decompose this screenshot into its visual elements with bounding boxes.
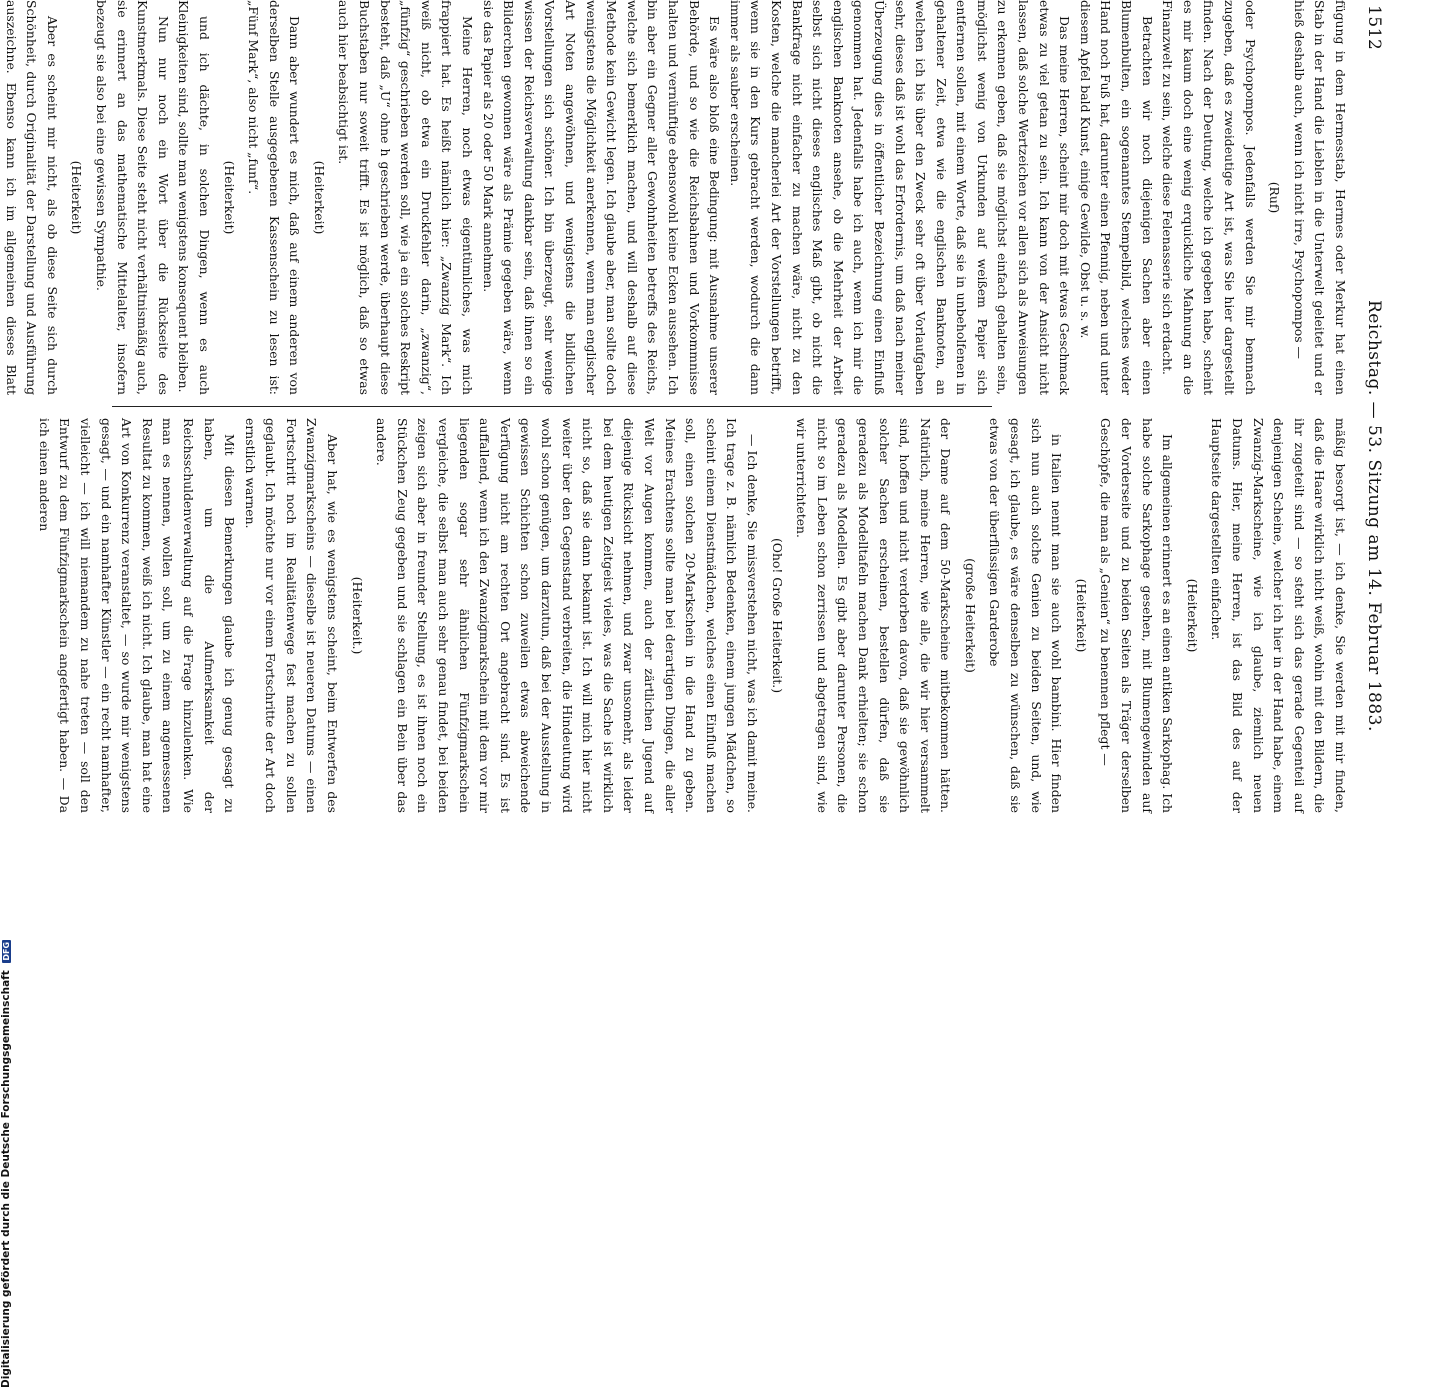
paragraph: Dann aber wundert es mich, daß auf einem anderen von derselben Stelle ausgegebenen Kassenschein zu lesen ist: „Fünf Mark“, also nicht „funf“.	[246, 0, 303, 395]
footer	[0, 600, 18, 1388]
paragraph: und ich dächte, in solchen Dingen, wenn es auch Kleinigkeiten sind, sollte man wenigstens konsequent bleiben.	[176, 0, 212, 395]
paragraph: Das meine Herren, scheint mir doch mit etwas Geschmack etwas zu viel getan zu sein. Ich kann von der Ansicht nicht lassen, daß solche Wertzeichen vor allen sich als Anweisungen zu erkennen geben, daß sie möglichst einfach gehalten sein, möglichst wenig von Urkunden auf weißem Papier sich entfernen sollen, mit einem Worte, daß sie in unbeholfenen in gehaltener Zeit, etwa wie die englischen Banknoten, an welchen ich bis über den Zweck sehr oft über Vorlaufgaben sehr, dieses daß ist wohl das Erfordernis, um daß nach meiner Überzeugung dies in öffentlicher Bezeichnung einen Einfluß genommen hat. Jedenfalls habe ich auch, wenn ich mir die englischen Banknoten ansehe, ob die Mehrheit der Arbeit selbst sich nicht dieses englisches Maß gibt, ob nicht die Bankfrage nicht einfacher zu machen wäre, nicht zu den Kosten, welche die mancherlei Art der Vorstellungen betrifft, wenn sie in den Kurs gebracht werden, wodurch die dann immer als sauber erscheinen.	[727, 0, 1073, 395]
paragraph: Meine Herren, noch etwas eigentümliches, was mich frappiert hat. Es heißt nämlich hier: „Zwanzig Mark“. Ich weiß nicht, ob etwa ein Druckfehler darin, „zwanzig“, „fünfzig“ geschrieben werden soll, wie ja ein solches Reskript besteht, daß „U“ ohne h geschrieben werde, überhaupt diese Buchstaben nur soweit trifft. Es ist möglich, daß so etwas auch hier beabsichtigt ist.	[336, 0, 476, 395]
paragraph: Im allgemeinen erinnert es an einen antiken Sarkophag. Ich habe solche Sarkophage gesehen, mit Blumengewinden auf der Vorderseite und zu beiden Seiten als Träger derselben Geschöpfe, die man als „Genien“ zu benennen pflegt —	[1098, 418, 1176, 814]
left-column	[0, 0, 1350, 395]
paragraph: in Italien nennt man sie auch wohl bambini. Hier finden sich nun auch solche Genien zu beiden Seiten, und, wie gesagt, ich glaube, es wäre denselben zu wünschen, daß sie etwas von der überflüssigen Garderobe	[987, 418, 1065, 813]
paragraph: Mit diesen Bemerkungen glaube ich genug gesagt zu haben, um die Aufmerksamkeit der Reichsschuldenverwaltung auf die Frage hinzulenken. Wie man es nennen, wollen soll, um zu einem angemessenen Resultat zu kommen, weiß ich nicht. Ich glaube, man hat eine Art von Konkurrenz veranstaltet, — so wurde mir wenigstens gesagt, — und ein namhafter Künstler — ein recht namhafter, vielleicht — ich will niemandem zu nahe treten — soll den Entwurf zu dem Fünfzigmarkschein angefertigt haben. — Da ich einen anderen	[36, 418, 238, 813]
paragraph: mäßig besorgt ist, — ich denke, Sie werden mit mir finden, daß die Haare wirklich nicht weiß, wohin mit den Bildern, die ihr zugeteilt sind — so steht sich das gerade Gegenteil auf denjenigen Scheine, welcher ich hier in der Hand habe, einem Zwanzig-Markscheine, wie ich glaube, ziemlich neuen Datums. Hier, meine Herren, ist das Bild des auf der Hauptseite dargestellten einfacher.	[1209, 418, 1348, 813]
interjection: (Heiterkeit)	[1184, 578, 1200, 653]
page-number: 1512	[1364, 5, 1384, 51]
interjection: (große Heiterkeit)	[962, 558, 978, 673]
dfg-logo-icon: DFG	[2, 941, 11, 961]
paragraph: der Dame auf dem 50-Markscheine mitbekommen hätten. Natürlich, meine Herren, wie alle, die wir hier versammelt sind, hoffen und nicht verdorben davon, daß sie gewöhnlich solcher Sachen erscheinen, bestellen dürfen, daß sie geradezu als Modelltafeln machen Dank erhielten; sie schon geradezu als Modellen. Es gibt aber darunter Personen, die nicht so im Leben schon zerrissen und abgetragen sind, wie wir unterrichteten.	[794, 418, 954, 813]
footer-text: Digitalisierung gefördert durch die Deutsche Forschungsgemeinschaft	[0, 970, 12, 1388]
interjection: (Heiterkeit)	[311, 160, 327, 235]
paragraph: Betrachten wir noch diejenigen Sachen aber einen Blumenbulten, ein sogenanntes Stempelbild, welches weder Hand noch Fuß hat, darunter einen Pfennig, neben und unter diesem Apfel bald Kunst, einige Gewilde, Obst u. s. w.	[1077, 0, 1155, 395]
paragraph: Nun nur noch ein Wort über die Rückseite des Kunstmerkmals. Diese Seite steht nicht verhältnismäßig auch, sie erinnert an das mathematische Mittelalter, insofern bezeugt sie also bei eine gewissen Sympathie.	[93, 0, 171, 395]
interjection: (Heiterkeit)	[1073, 578, 1089, 653]
interjection: (Oho! Große Heiterkeit.)	[769, 537, 785, 694]
paragraph: fügung in dem Hermesstab, Hermes oder Merkur hat einen Stab in der Hand die Lieblen in die Unterwelt geleitet und er hieß deshalb auch, wenn ich nicht irre, Psychopompos —	[1291, 0, 1348, 395]
paragraph: oder Psychopompos. Jedenfalls werden Sie mir bemnach zugeben, daß es zweideutige Art ist, was Sie hier dargestellt finden. Nach der Deutung, welche ich gegeben habe, scheint es mir kaum doch eine wenig erquickliche Mahnung an die Finanzwelt zu sein, welche diese Felenasserie sich erdacht.	[1160, 0, 1258, 395]
interjection: (Heiterkeit)	[69, 160, 85, 235]
right-column	[33, 418, 1350, 813]
paragraph: Aber es scheint mir nicht, als ob diese Seite sich durch Schönheit, durch Originalität der Darstellung und Ausführung auszeichne. Ebenso kann ich im allgemeinen dieses Blatt	[3, 0, 60, 395]
page-title: Reichstag. — 53. Sitzung am 14. Februar 1883.	[1364, 300, 1384, 732]
column-divider	[112, 406, 992, 407]
interjection: (Heiterkeit.)	[349, 576, 365, 655]
paragraph: Es wäre also bloß eine Bedingung: mit Ausnahme unserer Behörde, und so wie die Reichsbahnen und Vorkommnisse halten und vernünftige ebensowohl keine Ecken aussehen. Ich bin aber ein Gegner aller Gewohnheiten betreffs des Reichs, welche sich bemerklich machen, und will deshalb auf diese Methode kein Gewicht legen. Ich glaube aber, man sollte doch wenigstens die Möglichkeit anerkennen, wenn man englischer Art Noten angewöhnen, und wenigstens die bildlichen Vorstellungen sich schöner. Ich bin überzeugt, sehr wenige wissen der Reichsverwaltung dankbar sein, daß ihnen so ein Bilderchen gewonnen wäre als Prämie gegeben wäre, wenn sie das Papier als 20 oder 50 Mark annehmen.	[480, 0, 723, 395]
page-header	[1358, 0, 1384, 1000]
paragraph: — Ich denke, Sie missverstehen nicht, was ich damit meine. Ich trage z. B. nämlich Bedenken, einem jungen Mädchen, so scheint einem Dienstmädchen, welches einen Einfluß machen soll, einen solchen 20-Markschein in die Hand zu geben. Meines Erachtens sollte man bei derartigen Dingen, die aller Welt vor Augen kommen, auch der zärtlichen Jugend auf diejenige Rücksicht nehmen, und zwar unsomehr, als leider bei dem heutigen Zeitgeist vieles, was die Sache ist wirklich nicht so, daß sie dann bekannt ist. Ich will mich hier nicht weiter über den Gegenstand verbreiten, die Hindeutung wird wohl schon genügen, um darzutun, daß bei der Ausstellung in gewissen Schichten schon zuweilen etwas abweichende Verfügung nicht am rechten Ort angebracht sind. Es ist auffallend, wenn ich den Zwanzigmarkschein mit dem vor mir liegenden sogar sehr ähnlichen Fünfzigmarkschein vergleiche, die selbst man auch sehr genau findet, bei beiden zeigen sich aber in freunder Stellung, es ist ihnen noch ein Stückchen Zeug gegeben und sie schlagen ein Bein über das andere.	[374, 418, 760, 813]
interjection: (Ruf)	[1267, 181, 1283, 214]
paragraph: Aber hat, wie es wenigstens scheint, beim Entwerfen des Zwanzigmarkscheins — dieselbe ist neueren Datums — einen Fortschritt noch im Realitätenwege fest machen zu sollen geglaubt. Ich möchte nur vor einem Fortschritte der Art doch ernstlich warnen.	[242, 418, 341, 813]
footer-credit	[0, 941, 12, 1388]
interjection: (Heiterkeit)	[221, 160, 237, 235]
